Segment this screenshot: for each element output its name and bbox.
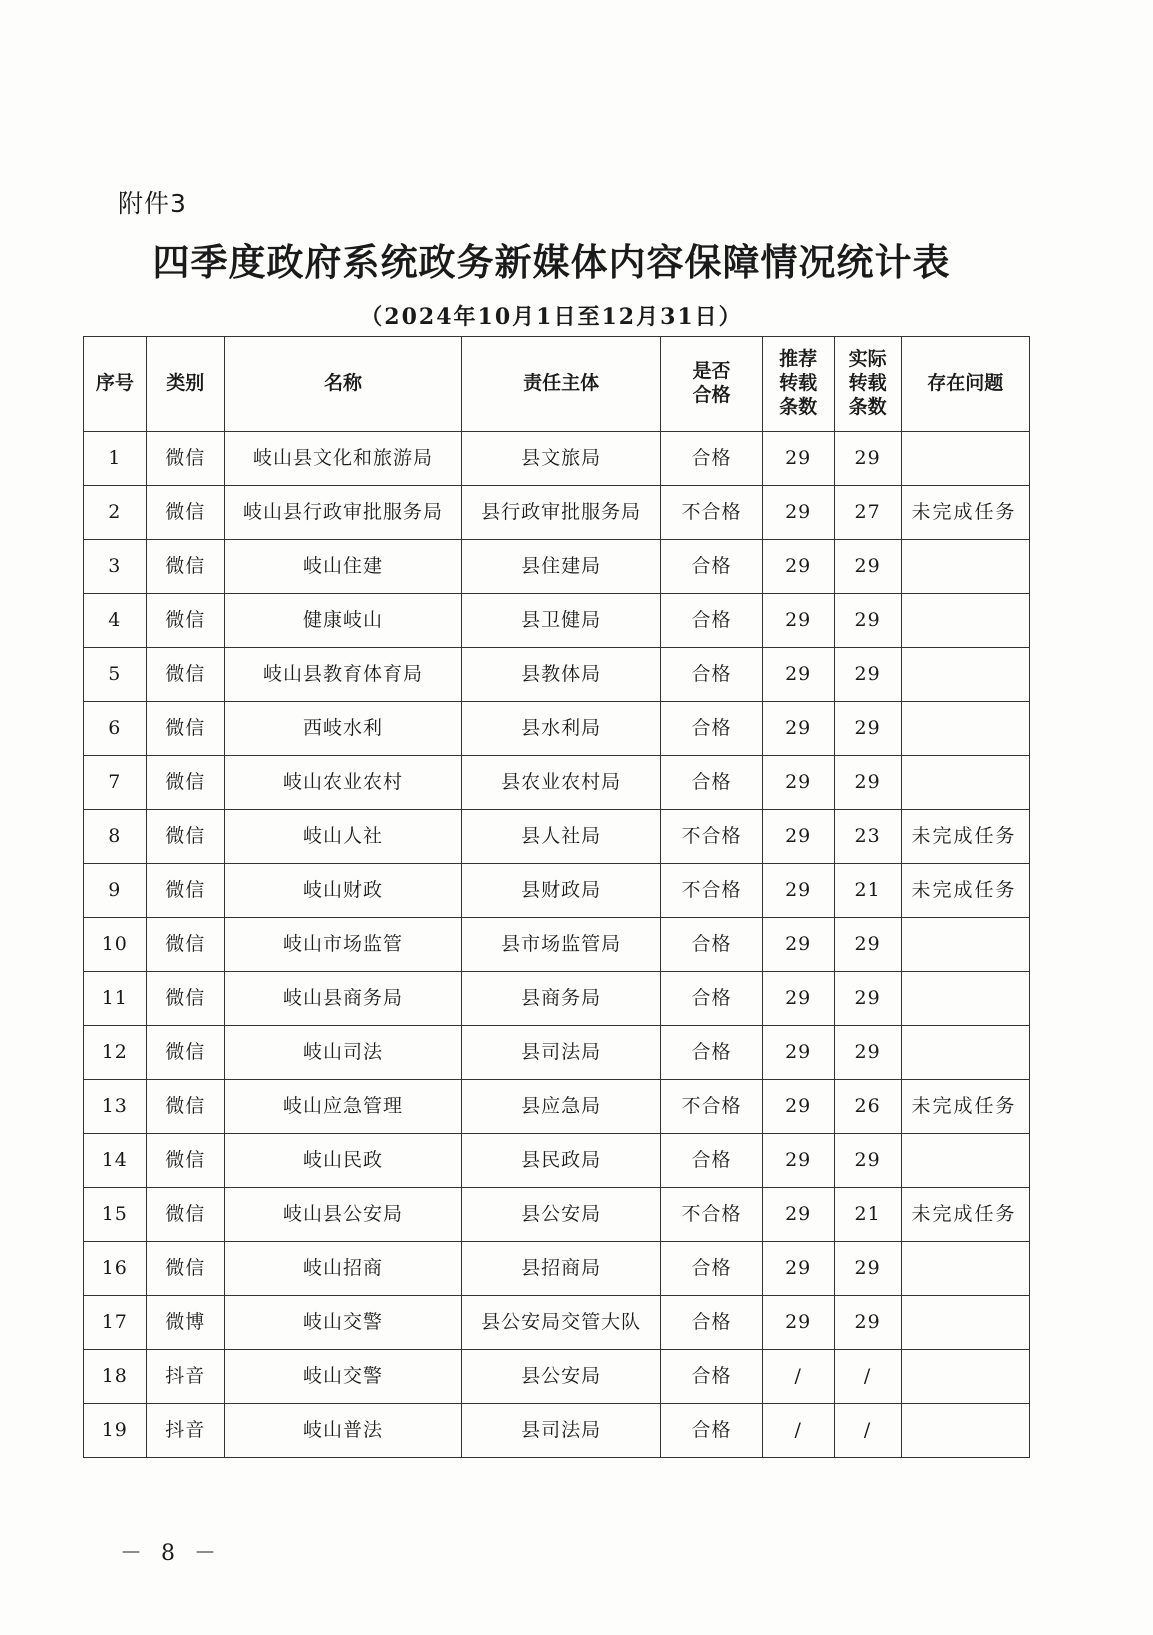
cell-index: 10 — [84, 918, 147, 972]
cell-category: 微信 — [146, 702, 224, 756]
cell-recommended: 29 — [762, 864, 834, 918]
cell-actual: 29 — [834, 1296, 901, 1350]
cell-qualified: 合格 — [661, 972, 762, 1026]
cell-actual: 29 — [834, 1242, 901, 1296]
cell-qualified: 不合格 — [661, 486, 762, 540]
table-row — [84, 540, 1030, 594]
cell-issue — [901, 1350, 1030, 1404]
cell-issue: 未完成任务 — [901, 864, 1030, 918]
cell-actual: 29 — [834, 540, 901, 594]
cell-name: 岐山交警 — [224, 1350, 461, 1404]
cell-recommended: 29 — [762, 1026, 834, 1080]
cell-issue — [901, 648, 1030, 702]
cell-actual: 21 — [834, 864, 901, 918]
cell-category: 微信 — [146, 1026, 224, 1080]
date-range: （2024年10月1日至12月31日） — [360, 304, 743, 330]
page-title: 四季度政府系统政务新媒体内容保障情况统计表 — [152, 241, 951, 284]
col-header-category: 类别 — [146, 337, 224, 432]
cell-responsible: 县应急局 — [461, 1080, 660, 1134]
cell-category: 微信 — [146, 540, 224, 594]
cell-qualified: 合格 — [661, 756, 762, 810]
cell-issue: 未完成任务 — [901, 486, 1030, 540]
cell-index: 16 — [84, 1242, 147, 1296]
cell-index: 14 — [84, 1134, 147, 1188]
cell-category: 微信 — [146, 1242, 224, 1296]
cell-name: 岐山县行政审批服务局 — [224, 486, 461, 540]
cell-category: 抖音 — [146, 1404, 224, 1458]
cell-category: 微信 — [146, 972, 224, 1026]
cell-recommended: / — [762, 1404, 834, 1458]
table-row — [84, 1350, 1030, 1404]
cell-name: 岐山市场监管 — [224, 918, 461, 972]
cell-actual: 29 — [834, 1134, 901, 1188]
col-header-recommended: 推荐转载条数 — [762, 337, 834, 432]
cell-index: 12 — [84, 1026, 147, 1080]
cell-index: 5 — [84, 648, 147, 702]
table-row — [84, 972, 1030, 1026]
cell-actual: 29 — [834, 918, 901, 972]
cell-qualified: 合格 — [661, 1296, 762, 1350]
cell-qualified: 不合格 — [661, 1080, 762, 1134]
statistics-table — [83, 336, 1030, 1458]
page-number: － 8 － — [120, 1541, 222, 1566]
cell-recommended: 29 — [762, 972, 834, 1026]
cell-recommended: 29 — [762, 594, 834, 648]
cell-category: 微信 — [146, 864, 224, 918]
cell-index: 17 — [84, 1296, 147, 1350]
col-header-name: 名称 — [224, 337, 461, 432]
table-row — [84, 1080, 1030, 1134]
cell-recommended: 29 — [762, 540, 834, 594]
table-row — [84, 864, 1030, 918]
cell-responsible: 县卫健局 — [461, 594, 660, 648]
cell-recommended: 29 — [762, 1296, 834, 1350]
cell-qualified: 不合格 — [661, 1188, 762, 1242]
cell-index: 11 — [84, 972, 147, 1026]
cell-index: 15 — [84, 1188, 147, 1242]
cell-responsible: 县农业农村局 — [461, 756, 660, 810]
cell-qualified: 合格 — [661, 648, 762, 702]
cell-recommended: / — [762, 1350, 834, 1404]
cell-responsible: 县人社局 — [461, 810, 660, 864]
cell-actual: 29 — [834, 648, 901, 702]
table-row — [84, 1134, 1030, 1188]
table-row — [84, 756, 1030, 810]
cell-qualified: 合格 — [661, 1404, 762, 1458]
cell-category: 微信 — [146, 1134, 224, 1188]
cell-recommended: 29 — [762, 918, 834, 972]
cell-responsible: 县住建局 — [461, 540, 660, 594]
cell-responsible: 县司法局 — [461, 1026, 660, 1080]
cell-qualified: 合格 — [661, 1026, 762, 1080]
table-row — [84, 810, 1030, 864]
cell-recommended: 29 — [762, 702, 834, 756]
cell-recommended: 29 — [762, 486, 834, 540]
table-row — [84, 1188, 1030, 1242]
table-row — [84, 648, 1030, 702]
cell-recommended: 29 — [762, 648, 834, 702]
cell-responsible: 县市场监管局 — [461, 918, 660, 972]
cell-responsible: 县招商局 — [461, 1242, 660, 1296]
cell-responsible: 县公安局交管大队 — [461, 1296, 660, 1350]
cell-issue — [901, 432, 1030, 486]
cell-name: 岐山人社 — [224, 810, 461, 864]
table-row — [84, 594, 1030, 648]
cell-actual: / — [834, 1350, 901, 1404]
cell-qualified: 合格 — [661, 540, 762, 594]
table-row — [84, 432, 1030, 486]
cell-name: 岐山民政 — [224, 1134, 461, 1188]
cell-issue — [901, 1296, 1030, 1350]
table-row — [84, 918, 1030, 972]
cell-actual: 29 — [834, 756, 901, 810]
col-header-index: 序号 — [84, 337, 147, 432]
col-header-responsible: 责任主体 — [461, 337, 660, 432]
cell-issue — [901, 540, 1030, 594]
cell-responsible: 县公安局 — [461, 1350, 660, 1404]
table-row — [84, 702, 1030, 756]
cell-actual: 29 — [834, 432, 901, 486]
cell-qualified: 合格 — [661, 1350, 762, 1404]
cell-name: 岐山交警 — [224, 1296, 461, 1350]
cell-actual: 29 — [834, 594, 901, 648]
cell-name: 岐山县商务局 — [224, 972, 461, 1026]
cell-category: 微信 — [146, 432, 224, 486]
cell-issue — [901, 594, 1030, 648]
cell-issue — [901, 1404, 1030, 1458]
table-body — [84, 432, 1030, 1458]
cell-responsible: 县教体局 — [461, 648, 660, 702]
cell-issue — [901, 918, 1030, 972]
cell-responsible: 县文旅局 — [461, 432, 660, 486]
cell-issue — [901, 702, 1030, 756]
cell-recommended: 29 — [762, 1080, 834, 1134]
cell-name: 岐山农业农村 — [224, 756, 461, 810]
cell-index: 7 — [84, 756, 147, 810]
cell-category: 微博 — [146, 1296, 224, 1350]
cell-name: 岐山应急管理 — [224, 1080, 461, 1134]
cell-issue: 未完成任务 — [901, 1080, 1030, 1134]
cell-actual: 29 — [834, 702, 901, 756]
cell-category: 微信 — [146, 756, 224, 810]
cell-recommended: 29 — [762, 1242, 834, 1296]
cell-name: 岐山普法 — [224, 1404, 461, 1458]
cell-issue — [901, 1134, 1030, 1188]
cell-actual: 23 — [834, 810, 901, 864]
header-row — [84, 337, 1030, 432]
cell-qualified: 合格 — [661, 702, 762, 756]
cell-recommended: 29 — [762, 810, 834, 864]
col-header-actual: 实际转载条数 — [834, 337, 901, 432]
cell-responsible: 县司法局 — [461, 1404, 660, 1458]
cell-actual: 27 — [834, 486, 901, 540]
cell-index: 18 — [84, 1350, 147, 1404]
cell-index: 6 — [84, 702, 147, 756]
table-row — [84, 1242, 1030, 1296]
cell-category: 抖音 — [146, 1350, 224, 1404]
cell-index: 19 — [84, 1404, 147, 1458]
cell-name: 岐山司法 — [224, 1026, 461, 1080]
cell-issue: 未完成任务 — [901, 1188, 1030, 1242]
cell-name: 岐山招商 — [224, 1242, 461, 1296]
cell-index: 13 — [84, 1080, 147, 1134]
cell-index: 8 — [84, 810, 147, 864]
cell-responsible: 县财政局 — [461, 864, 660, 918]
col-header-qualified: 是否合格 — [661, 337, 762, 432]
cell-index: 2 — [84, 486, 147, 540]
cell-actual: / — [834, 1404, 901, 1458]
cell-name: 健康岐山 — [224, 594, 461, 648]
cell-actual: 29 — [834, 972, 901, 1026]
cell-qualified: 合格 — [661, 432, 762, 486]
cell-index: 4 — [84, 594, 147, 648]
cell-name: 岐山县教育体育局 — [224, 648, 461, 702]
cell-category: 微信 — [146, 1188, 224, 1242]
attachment-label: 附件3 — [118, 189, 187, 218]
cell-responsible: 县民政局 — [461, 1134, 660, 1188]
cell-recommended: 29 — [762, 1188, 834, 1242]
cell-index: 3 — [84, 540, 147, 594]
cell-name: 西岐水利 — [224, 702, 461, 756]
cell-qualified: 不合格 — [661, 864, 762, 918]
cell-recommended: 29 — [762, 756, 834, 810]
cell-responsible: 县水利局 — [461, 702, 660, 756]
cell-responsible: 县公安局 — [461, 1188, 660, 1242]
table-row — [84, 486, 1030, 540]
table-row — [84, 1404, 1030, 1458]
cell-category: 微信 — [146, 810, 224, 864]
cell-actual: 26 — [834, 1080, 901, 1134]
cell-qualified: 合格 — [661, 1134, 762, 1188]
cell-recommended: 29 — [762, 1134, 834, 1188]
cell-category: 微信 — [146, 594, 224, 648]
cell-qualified: 合格 — [661, 1242, 762, 1296]
cell-responsible: 县行政审批服务局 — [461, 486, 660, 540]
cell-index: 9 — [84, 864, 147, 918]
cell-qualified: 合格 — [661, 918, 762, 972]
cell-actual: 29 — [834, 1026, 901, 1080]
cell-name: 岐山住建 — [224, 540, 461, 594]
table-row — [84, 1026, 1030, 1080]
cell-issue — [901, 1026, 1030, 1080]
cell-issue: 未完成任务 — [901, 810, 1030, 864]
cell-issue — [901, 1242, 1030, 1296]
cell-qualified: 不合格 — [661, 810, 762, 864]
cell-name: 岐山财政 — [224, 864, 461, 918]
cell-actual: 21 — [834, 1188, 901, 1242]
cell-recommended: 29 — [762, 432, 834, 486]
cell-category: 微信 — [146, 1080, 224, 1134]
cell-category: 微信 — [146, 486, 224, 540]
cell-index: 1 — [84, 432, 147, 486]
cell-name: 岐山县文化和旅游局 — [224, 432, 461, 486]
cell-name: 岐山县公安局 — [224, 1188, 461, 1242]
cell-issue — [901, 972, 1030, 1026]
cell-qualified: 合格 — [661, 594, 762, 648]
cell-issue — [901, 756, 1030, 810]
cell-category: 微信 — [146, 918, 224, 972]
col-header-issues: 存在问题 — [901, 337, 1030, 432]
cell-responsible: 县商务局 — [461, 972, 660, 1026]
table-row — [84, 1296, 1030, 1350]
cell-category: 微信 — [146, 648, 224, 702]
